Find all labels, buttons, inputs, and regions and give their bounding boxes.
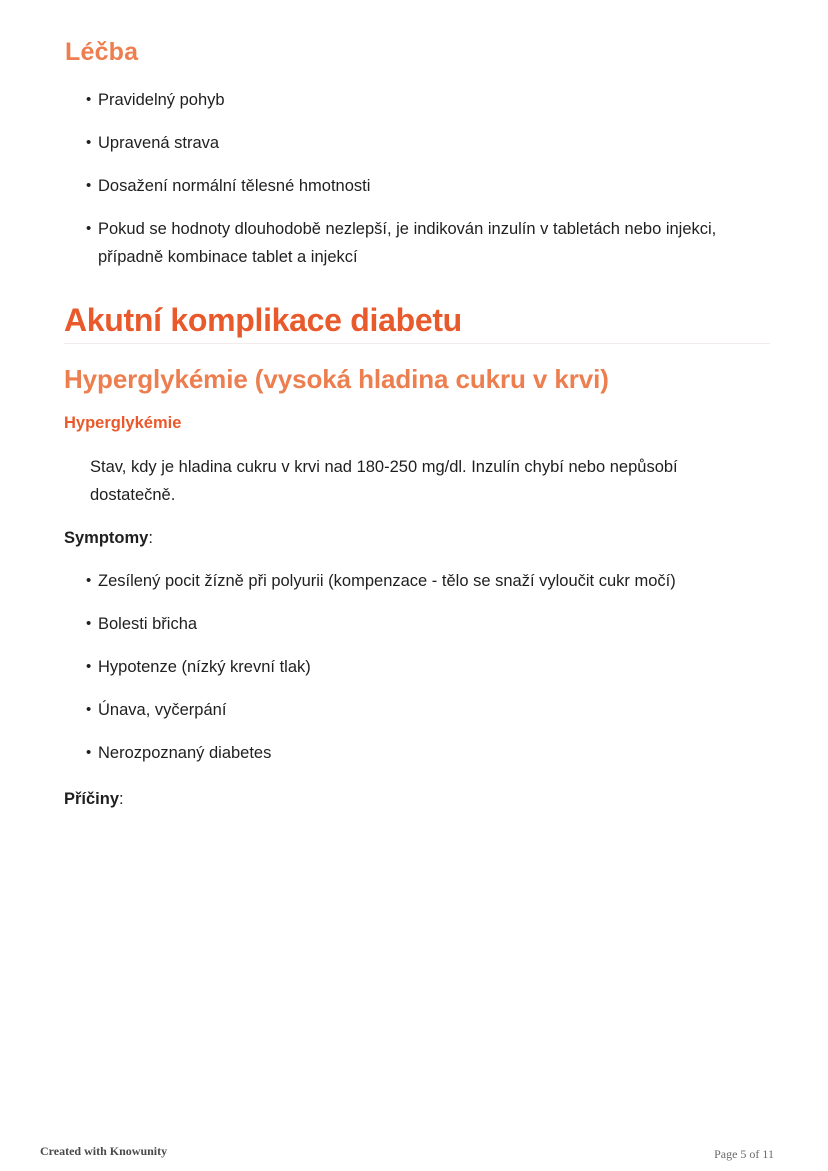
- footer-page-number: Page 5 of 11: [714, 1147, 774, 1161]
- footer-created-with: Created with Knowunity: [40, 1144, 168, 1158]
- bullet-icon: •: [86, 91, 92, 108]
- bullet-icon: •: [86, 572, 92, 589]
- list-item: [0, 739, 798, 767]
- list-item: [0, 129, 798, 157]
- bullet-icon: •: [86, 220, 92, 237]
- list-item: [0, 696, 798, 724]
- bullet-icon: •: [86, 701, 92, 718]
- list-item-text: Nerozpoznaný diabetes: [98, 744, 272, 762]
- list-item-text: Dosažení normální tělesné hmotnosti: [98, 177, 371, 195]
- list-item-text: Únava, vyčerpání: [98, 701, 227, 719]
- causes-label: [64, 785, 124, 813]
- bullet-icon: •: [86, 615, 92, 632]
- list-item-text: Pravidelný pohyb: [98, 91, 225, 109]
- causes-label-text: Příčiny: [64, 790, 120, 808]
- list-item: [0, 610, 798, 638]
- bullet-icon: •: [86, 177, 92, 194]
- section-heading: Akutní komplikace diabetu: [64, 302, 462, 338]
- hyperglykemie-heading: Hyperglykémie (vysoká hladina cukru v krvi): [64, 364, 609, 394]
- bullet-icon: •: [86, 658, 92, 675]
- bullet-icon: •: [86, 134, 92, 151]
- lecba-heading: Léčba: [65, 38, 139, 66]
- list-item-text: Upravená strava: [98, 134, 220, 152]
- list-item-text: Zesílený pocit žízně při polyurii (kompenzace - tělo se snaží vyloučit cukr močí): [98, 572, 676, 590]
- definition-paragraph: Stav, kdy je hladina cukru v krvi nad 180-250 mg/dl. Inzulín chybí nebo nepůsobí dostatečně.: [90, 458, 678, 504]
- list-item: [0, 172, 798, 200]
- list-item-text: Pokud se hodnoty dlouhodobě nezlepší, je indikován inzulín v tabletách nebo injekci, případně kombinace tablet a injekcí: [98, 220, 717, 266]
- symptoms-label-text: Symptomy: [64, 529, 149, 547]
- list-item-text: Hypotenze (nízký krevní tlak): [98, 658, 311, 676]
- list-item: [0, 653, 798, 681]
- list-item: [0, 215, 778, 271]
- symptoms-label-colon: :: [148, 529, 153, 547]
- list-item-text: Bolesti břicha: [98, 615, 198, 633]
- lecba-list: [0, 86, 798, 286]
- causes-label-colon: :: [119, 790, 124, 808]
- list-item: [0, 86, 798, 114]
- bullet-icon: •: [86, 744, 92, 761]
- section-divider: [64, 343, 770, 344]
- list-item: [0, 567, 798, 595]
- symptoms-list: [0, 567, 798, 782]
- term-heading: Hyperglykémie: [64, 414, 182, 432]
- symptoms-label: [64, 524, 153, 552]
